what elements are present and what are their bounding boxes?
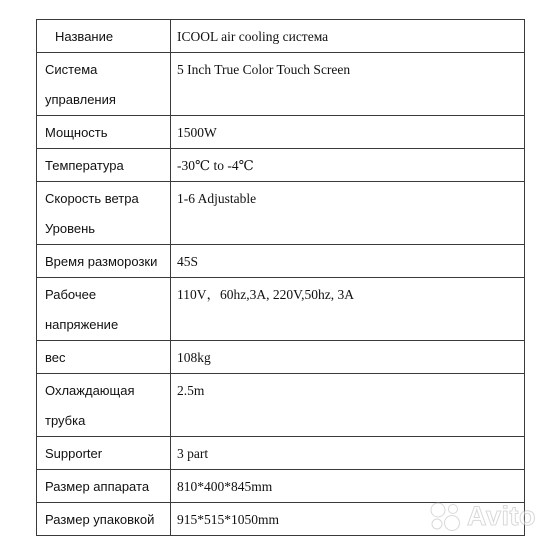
spec-value-cell: 915*515*1050mm bbox=[171, 503, 525, 536]
spec-key-line: управления bbox=[45, 92, 116, 107]
spec-key-line: трубка bbox=[45, 413, 86, 428]
spec-key-line: Название bbox=[55, 29, 114, 44]
spec-key-line: Охлаждающая bbox=[45, 383, 135, 398]
spec-key-line: Температура bbox=[45, 158, 124, 173]
spec-key-cell bbox=[37, 245, 171, 278]
spec-key-cell bbox=[37, 182, 171, 245]
table-row bbox=[37, 182, 525, 245]
spec-key-cell bbox=[37, 341, 171, 374]
spec-key-cell bbox=[37, 20, 171, 53]
spec-value-cell: 45S bbox=[171, 245, 525, 278]
spec-key-line: Рабочее bbox=[45, 287, 97, 302]
avito-dots-icon bbox=[427, 500, 463, 532]
spec-value-cell: 3 part bbox=[171, 437, 525, 470]
table-row bbox=[37, 278, 525, 341]
spec-value-cell: 2.5m bbox=[171, 374, 525, 437]
spec-value-cell: 5 Inch True Color Touch Screen bbox=[171, 53, 525, 116]
spec-key-line: Уровень bbox=[45, 221, 96, 236]
spec-table bbox=[36, 19, 525, 536]
spec-key-cell bbox=[37, 503, 171, 536]
table-row bbox=[37, 116, 525, 149]
table-row bbox=[37, 53, 525, 116]
spec-key-cell bbox=[37, 149, 171, 182]
spec-key-cell bbox=[37, 374, 171, 437]
spec-value-cell: -30℃ to -4℃ bbox=[171, 149, 525, 182]
spec-key-line: Размер упаковкой bbox=[45, 512, 155, 527]
spec-value-cell: ICOOL air cooling система bbox=[171, 20, 525, 53]
watermark-text: Avito bbox=[467, 500, 536, 531]
spec-key-cell bbox=[37, 470, 171, 503]
spec-key-cell bbox=[37, 437, 171, 470]
spec-key-line: Время разморозки bbox=[45, 254, 158, 269]
table-row bbox=[37, 374, 525, 437]
spec-key-line: напряжение bbox=[45, 317, 119, 332]
table-row bbox=[37, 20, 525, 53]
spec-value-cell: 810*400*845mm bbox=[171, 470, 525, 503]
spec-key-cell bbox=[37, 116, 171, 149]
table-row bbox=[37, 437, 525, 470]
spec-key-line: вес bbox=[45, 350, 66, 365]
table-row bbox=[37, 470, 525, 503]
spec-value-cell: 1-6 Adjustable bbox=[171, 182, 525, 245]
avito-watermark bbox=[427, 499, 536, 533]
spec-value-cell: 110V，60hz,3A, 220V,50hz, 3A bbox=[171, 278, 525, 341]
spec-key-line: Система bbox=[45, 62, 98, 77]
spec-key-line: Размер аппарата bbox=[45, 479, 150, 494]
spec-value-cell: 108kg bbox=[171, 341, 525, 374]
table-row bbox=[37, 341, 525, 374]
spec-key-cell bbox=[37, 278, 171, 341]
spec-key-line: Скорость ветра bbox=[45, 191, 139, 206]
table-row bbox=[37, 245, 525, 278]
spec-value-cell: 1500W bbox=[171, 116, 525, 149]
spec-key-line: Мощность bbox=[45, 125, 108, 140]
table-row bbox=[37, 149, 525, 182]
spec-key-line: Supporter bbox=[45, 446, 103, 461]
spec-key-cell bbox=[37, 53, 171, 116]
